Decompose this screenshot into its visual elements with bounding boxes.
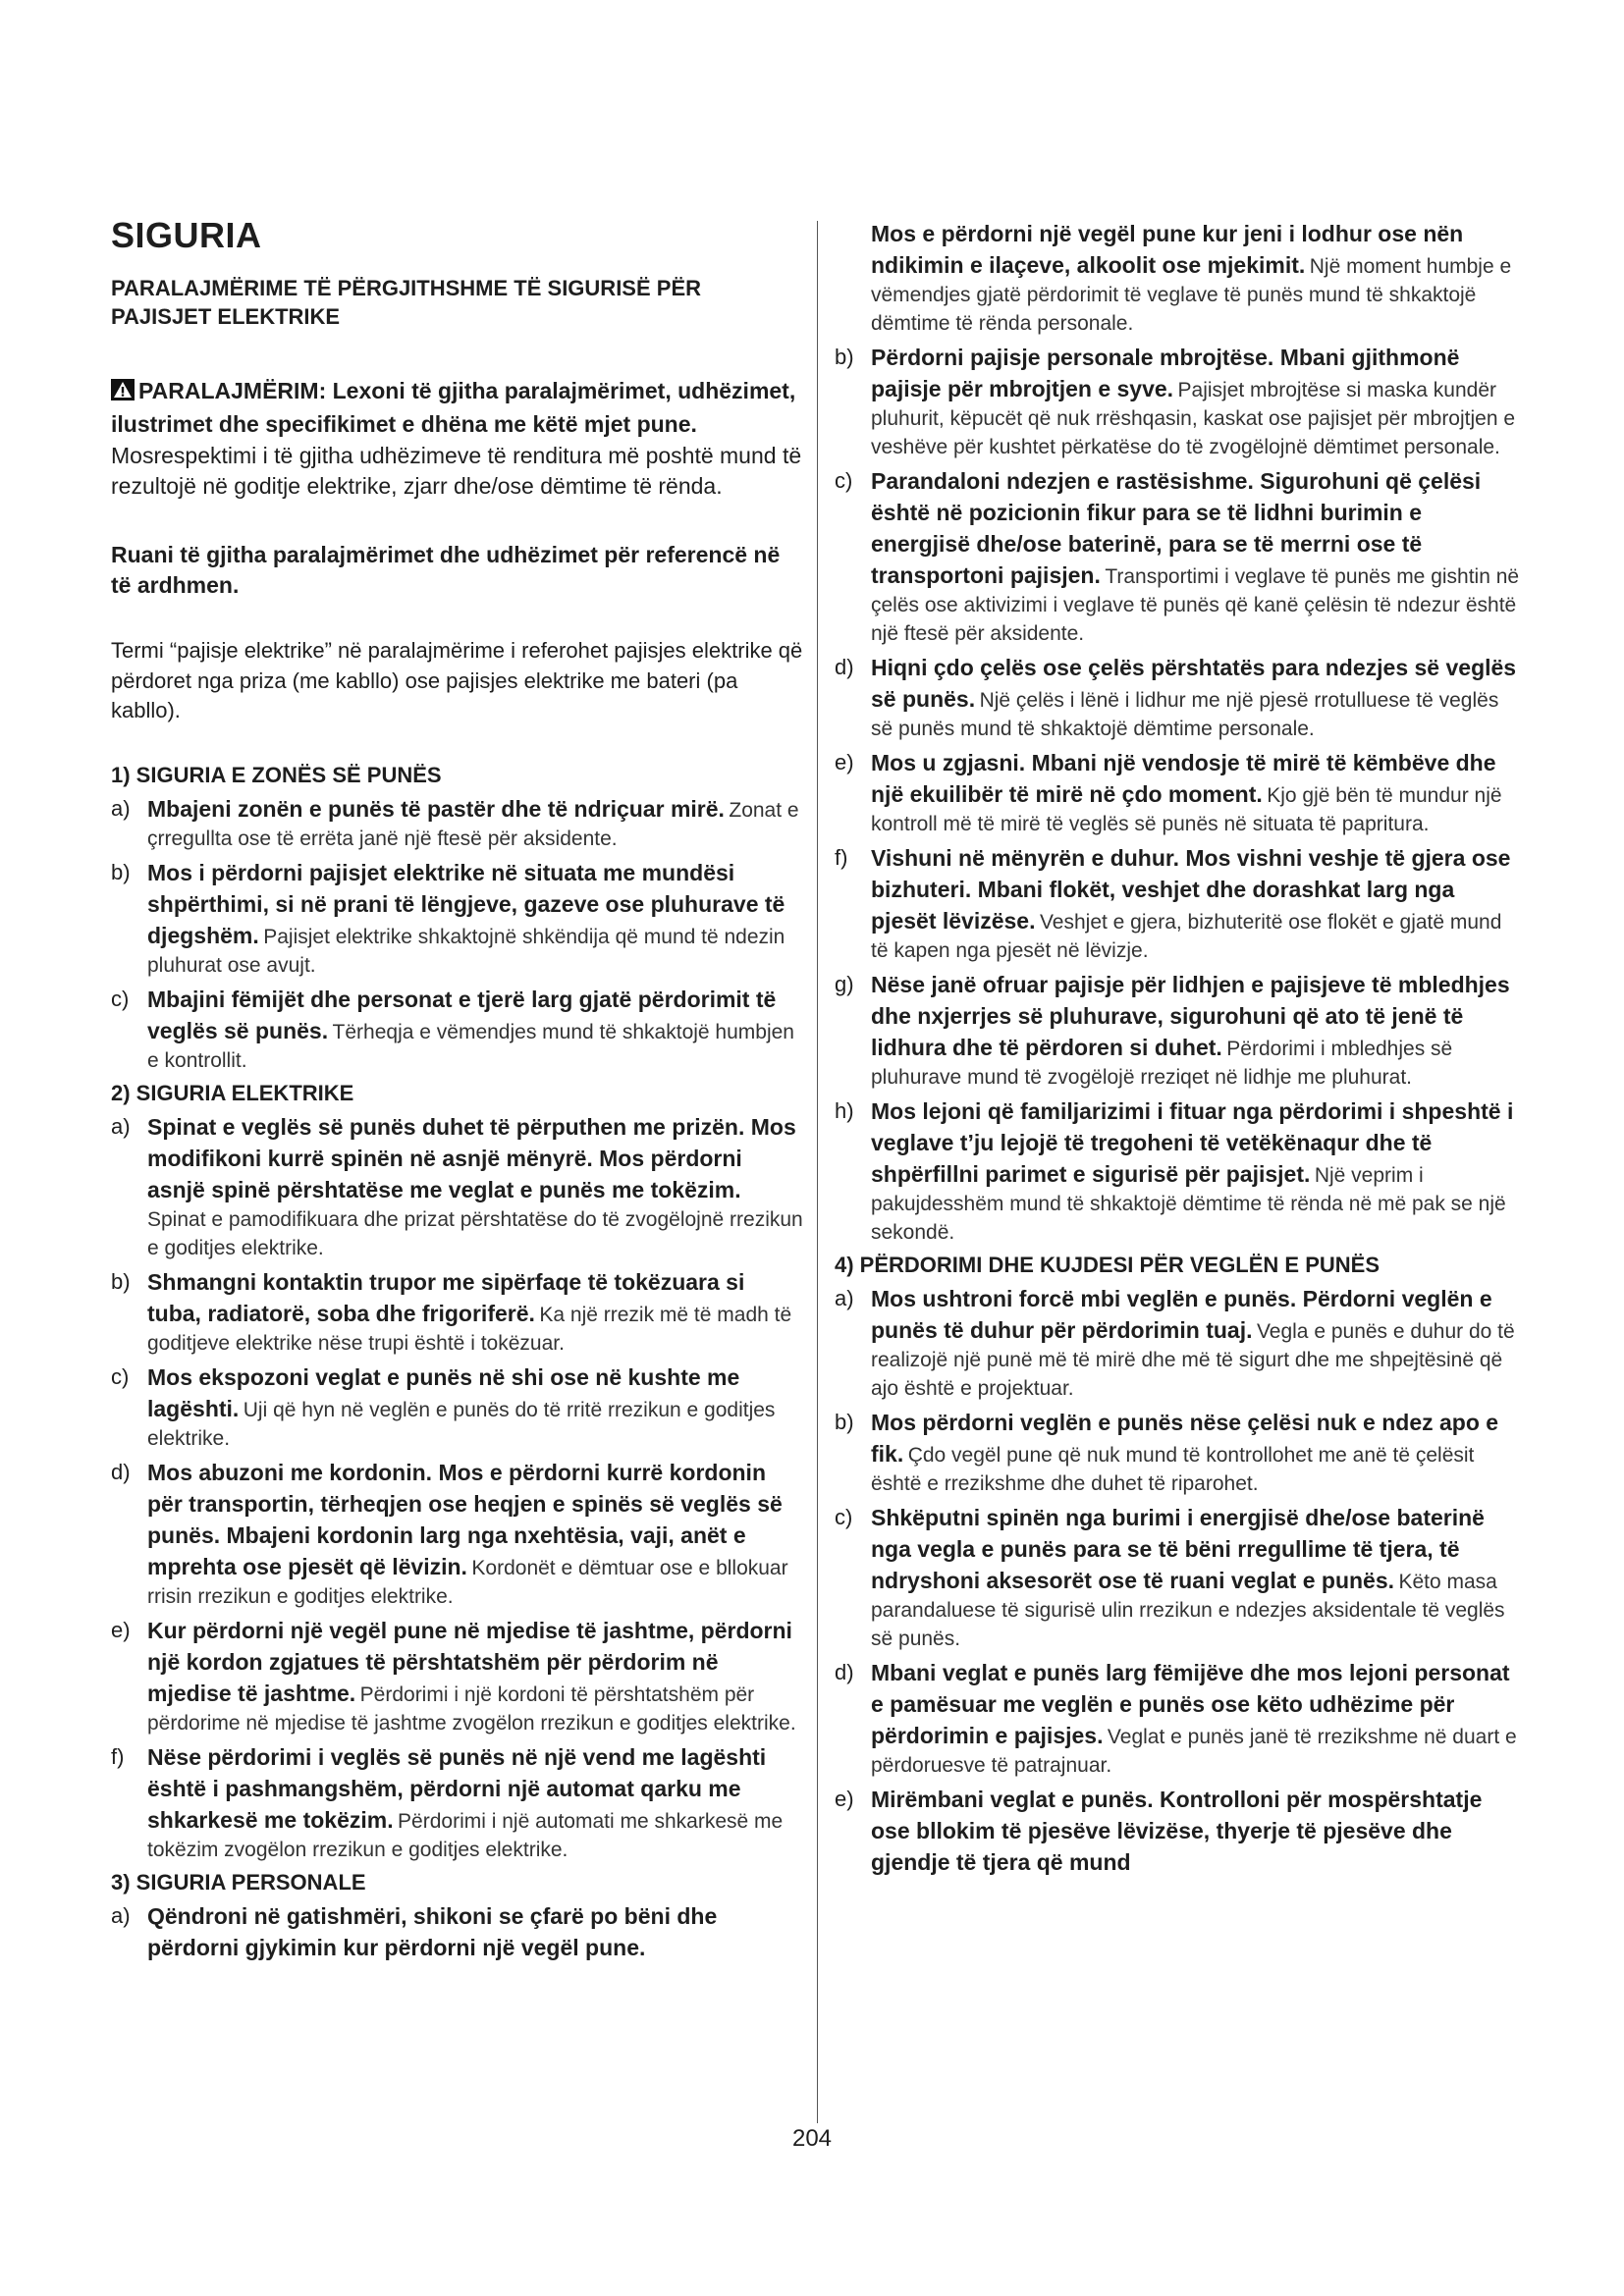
section-subtitle: PARALAJMËRIME TË PËRGJITHSHME TË SIGURISË PËR PAJISJET ELEKTRIKE [111,276,702,329]
list-item-continuation [835,218,1522,338]
item-text: Ka një rrezik më të madh të goditjeve elektrike nëse trupi është i tokëzuar. [147,1303,792,1355]
page-title: SIGURIA [111,215,262,255]
item-letter: a) [111,1113,131,1139]
item-letter: d) [835,1659,854,1684]
item-bold-text: Mos e përdorni një vegël pune kur jeni i lodhur ose nën ndikimin e ilaçeve, alkoolit ose mjekimit. [871,221,1464,278]
item-text: Veglat e punës janë të rrezikshme në duart e përdoruesve të patrajnuar. [871,1725,1517,1777]
list-item [835,1095,1522,1247]
item-bold-text: Nëse përdorimi i veglës së punës në një vend me lagështi është i pashmangshëm, përdorni një automat qarku me shkarkesë me tokëzim. [147,1743,767,1833]
section-heading-personal: 3) SIGURIA PERSONALE [111,1869,366,1895]
item-letter: a) [111,1902,131,1928]
item-bold-text: Mos përdorni veglën e punës nëse çelësi nuk e ndez apo e fik. [871,1409,1499,1467]
item-bold-text: Kur përdorni një vegël pune në mjedise të jashtme, përdorni një kordon zgjatues të përshtatshëm për përdorim në mjedise të jashtme. [147,1617,792,1706]
item-letter: b) [835,1409,854,1434]
item-letter: e) [835,1786,854,1811]
item-letter: e) [111,1617,131,1642]
item-text: Çdo vegël pune që nuk mund të kontrollohet me anë të çelësit është e rrezikshme dhe duhet të riparohet. [871,1443,1475,1495]
item-text: Përdorimi i mbledhjes së pluhurave mund të zvogëlojë rreziqet në lidhje me pluhurat. [871,1038,1453,1089]
item-bold-text: Mos ekspozoni veglat e punës në shi ose në kushte me lagështi. [147,1363,740,1421]
item-bold-text: Shmangni kontaktin trupor me sipërfaqe të tokëzuara si tuba, radiatorë, soba dhe frigoriferë. [147,1268,745,1326]
item-text: Këto masa parandaluese të sigurisë ulin rrezikun e ndezjes aksidentale të veglës së punës. [871,1570,1505,1650]
item-letter: d) [835,655,854,679]
right-column [835,218,1522,1882]
item-bold-text: Mirëmbani veglat e punës. Kontrolloni për mospërshtatje ose bllokim të pjesëve lëvizëse, thyerje të pjesëve dhe gjendje të tjera që mund [871,1786,1483,1875]
page-number: 204 [791,2125,833,2152]
item-letter: f) [111,1743,125,1769]
item-bold-text: Shkëputni spinën nga burimi i energjisë dhe/ose baterinë nga vegla e punës para se të bëni rregullime të tjera, të ndryshoni aksesorët ose të ruani veglat e punës. [871,1504,1485,1593]
list-item [835,465,1522,648]
personal-safety-list [111,1900,803,1963]
item-letter: g) [835,972,854,996]
item-bold-text: Mbajini fëmijët dhe personat e tjerë larg gjatë përdorimit të veglës së punës. [147,987,777,1044]
list-item [111,1615,803,1737]
item-text: Një veprim i pakujdesshëm mund të shkaktojë dëmtime të rënda në më pak se një sekondë. [871,1164,1506,1244]
list-item [111,1741,803,1864]
item-bold-text: Qëndroni në gatishmëri, shikoni se çfarë po bëni dhe përdorni gjykimin kur përdorni një vegël pune. [147,1902,718,1960]
list-item [835,1657,1522,1780]
item-bold-text: Mbani veglat e punës larg fëmijëve dhe mos lejoni personat e pamësuar me veglën e punës ose këto udhëzime për përdorimin e pajisjes. [871,1659,1510,1748]
list-item [111,793,803,853]
list-item [835,747,1522,838]
item-bold-text: Parandaloni ndezjen e rastësishme. Sigurohuni që çelësi është në pozicionin fikur para se të lidhni burimin e energjisë dhe/ose baterinë, para se të merrni ose të transportoni pajisjen. [871,468,1482,588]
item-letter: c) [111,1363,130,1389]
work-area-safety-list [111,793,803,1075]
item-text: Zonat e çrregullta ose të errëta janë një ftesë për aksidente. [147,799,799,851]
list-item [835,1283,1522,1403]
item-text: Vegla e punës e duhur do të realizojë një punë më të mirë dhe më të sigurt dhe me shpejtësinë që ajo është e projektuar. [871,1319,1515,1400]
item-letter: f) [835,845,848,870]
list-item [111,857,803,980]
item-text: Përdorimi i një kordoni të përshtatshëm për përdorime në mjedise të jashtme zvogëlon rrezikun e goditjes elektrike. [147,1682,796,1735]
item-bold-text: Spinat e veglës së punës duhet të përputhen me prizën. Mos modifikoni kurrë spinën në asnjë mënyrë. Mos përdorni asnjë spinë përshtatëse me veglat e punës me tokëzim. [147,1113,796,1202]
general-warning [111,376,803,503]
list-item [835,342,1522,461]
list-item [835,652,1522,743]
item-bold-text: Mos lejoni që familjarizimi i fituar nga përdorimi i shpeshtë i veglave t’ju lejojë të tregoheni të vetëkënaqur dhe të shpërfillni parimet e sigurisë për pajisjet. [871,1098,1514,1187]
item-bold-text: Përdorni pajisje personale mbrojtëse. Mbani gjithmonë pajisje për mbrojtjen e syve. [871,345,1460,401]
item-letter: b) [111,860,131,885]
item-letter: e) [835,750,854,774]
electrical-safety-list [111,1111,803,1864]
item-bold-text: Mos u zgjasni. Mbani një vendosje të mirë të këmbëve dhe një ekuilibër të mirë në çdo moment. [871,750,1496,807]
list-item [111,984,803,1075]
item-text: Transportimi i veglave të punës me gishtin në çelës ose aktivizimi i veglave të punës që kanë çelësin të ndezur është një ftesë për aksidente. [871,565,1520,645]
item-bold-text: Mos i përdorni pajisjet elektrike në situata me mundësi shpërthimi, si në prani të lëngjeve, gazeve ose pluhurave të djegshëm. [147,860,785,949]
item-letter: b) [835,345,854,369]
item-text: Përdorimi i një automati me shkarkesë me tokëzim zvogëlon rrezikun e goditjes elektrike. [147,1809,784,1861]
item-letter: b) [111,1268,131,1294]
section-heading-electrical: 2) SIGURIA ELEKTRIKE [111,1081,354,1106]
item-bold-text: Mbajeni zonën e punës të pastër dhe të ndriçuar mirë. [147,796,725,823]
list-item [111,1457,803,1611]
item-bold-text: Hiqni çdo çelës ose çelës përshtatës para ndezjes së veglës së punës. [871,655,1517,712]
item-letter: c) [111,987,130,1012]
item-text: Tërheqja e vëmendjes mund të shkaktojë humbjen e kontrollit. [147,1021,794,1073]
warning-lead: PARALAJMËRIM: Lexoni të gjitha paralajmërimet, udhëzimet, ilustrimet dhe specifikimet e dhëna me këtë mjet pune. [111,378,796,437]
left-column [111,215,803,1967]
item-letter: c) [835,1504,853,1529]
item-text: Veshjet e gjera, bizhuteritë ose flokët e gjatë mund të kapen nga pjesët në lëvizje. [871,911,1502,962]
list-item [111,1266,803,1358]
list-item [835,969,1522,1092]
item-text: Kjo gjë bën të mundur një kontroll më të mirë të veglës së punës në situata të papritura. [871,784,1502,835]
personal-safety-list-continued [835,342,1522,1247]
item-bold-text: Mos ushtroni forcë mbi veglën e punës. Përdorni veglën e punës të duhur për përdorimin tuaj. [871,1285,1492,1343]
item-text: Pajisjet elektrike shkaktojnë shkëndija që mund të ndezin pluhurat ose avujt. [147,926,785,978]
item-letter: a) [835,1285,854,1310]
column-divider [817,221,818,2123]
keep-instructions-notice: Ruani të gjitha paralajmërimet dhe udhëzimet për referencë në të ardhmen. [111,542,781,599]
section-heading-work-area: 1) SIGURIA E ZONËS SË PUNËS [111,763,442,788]
item-bold-text: Vishuni në mënyrën e duhur. Mos vishni veshje të gjera ose bizhuteri. Mbani flokët, veshjet dhe dorashkat larg nga pjesët lëvizëse. [871,845,1511,934]
item-letter: c) [835,468,853,493]
item-text: Një moment humbje e vëmendjes gjatë përdorimit të veglave të punës mund të shkaktojë dëmtime të rënda personale. [871,255,1512,335]
item-bold-text: Mos abuzoni me kordonin. Mos e përdorni kurrë kordonin për transportin, tërheqjen ose heqjen e spinës së veglës së punës. Mbajeni kordonin larg nga nxehtësia, vaji, anët e mprehta ose pjesët që lëvizin. [147,1459,783,1579]
warning-triangle-icon [111,378,135,409]
section-heading-tool-use: 4) PËRDORIMI DHE KUJDESI PËR VEGLËN E PUNËS [835,1253,1380,1277]
item-letter: a) [111,796,131,822]
item-letter: d) [111,1459,131,1484]
tool-use-care-list [835,1283,1522,1878]
warning-text: Mosrespektimi i të gjitha udhëzimeve të renditura më poshtë mund të rezultojë në goditje elektrike, zjarr dhe/ose dëmtime të rënda. [111,442,802,500]
item-letter: h) [835,1098,854,1123]
item-text: Kordonët e dëmtuar ose e bllokuar rrisin rrezikun e goditjes elektrike. [147,1556,788,1608]
list-item [835,1407,1522,1498]
list-item [835,842,1522,965]
item-text: Pajisjet mbrojtëse si maska kundër pluhurit, këpucët që nuk rrëshqasin, kaskat ose pajisjet për mbrojtjen e veshëve për kushtet përkatëse do të zvogëlojnë dëmtimet personale. [871,379,1516,458]
list-item [835,1784,1522,1878]
item-text: Një çelës i lënë i lidhur me një pjesë rrotulluese të veglës së punës mund të shkaktojë dëmtime personale. [871,689,1499,740]
item-bold-text: Nëse janë ofruar pajisje për lidhjen e pajisjeve të mbledhjes dhe nxjerrjes së pluhurave, sigurohuni që ato të jenë të lidhura dhe të përdoren si duhet. [871,972,1510,1060]
list-item [111,1111,803,1262]
list-item [835,1502,1522,1653]
item-text: Uji që hyn në veglën e punës do të rritë rrezikun e goditjes elektrike. [147,1398,776,1450]
term-definition: Termi “pajisje elektrike” në paralajmërime i referohet pajisjes elektrike që përdoret nga priza (me kabllo) ose pajisjes elektrike me bateri (pa kabllo). [111,638,803,722]
list-item [111,1362,803,1453]
list-item [111,1900,803,1963]
item-text: Spinat e pamodifikuara dhe prizat përshtatëse do të zvogëlojnë rrezikun e goditjes elektrike. [147,1207,803,1259]
